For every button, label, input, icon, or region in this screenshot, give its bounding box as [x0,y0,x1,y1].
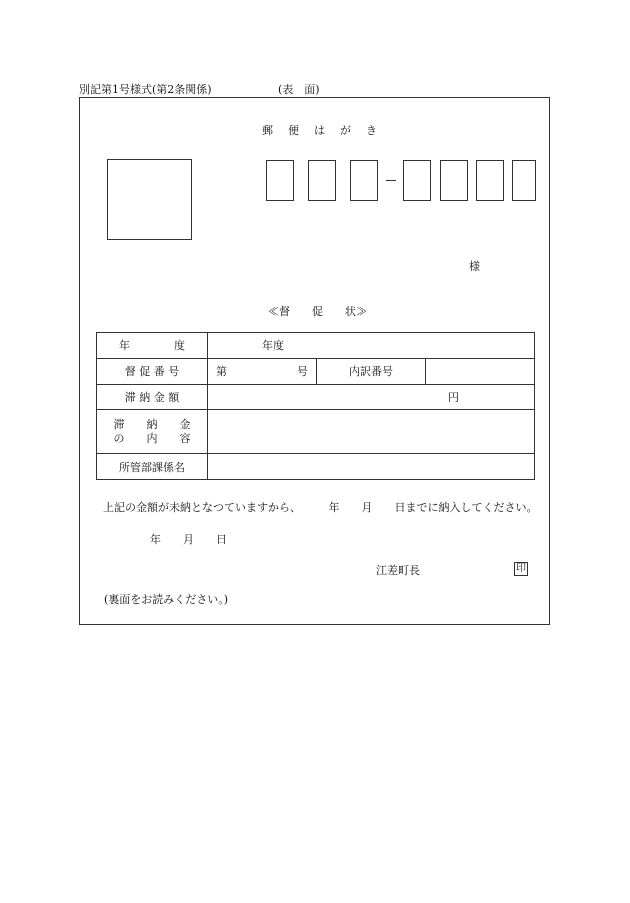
side-label: (表 面) [278,83,320,96]
table-row-dept [97,454,535,480]
footnote: (裏面をお読みください。) [104,593,229,606]
seal-mark: 印 [516,563,526,574]
amount-unit: 円 [448,390,459,404]
date-line: 年 月 日 [150,533,227,546]
stamp-area [107,159,192,240]
amount-value [208,384,535,410]
zip-digit-3 [350,160,378,201]
table-row-year [97,333,535,359]
content-label-line1: 滞 納 金 [113,417,191,431]
zip-digit-5 [440,160,468,201]
honorific: 様 [469,260,480,273]
number-label: 督 促 番 号 [97,358,208,384]
postcard-title: 郵 便 は が き [262,124,379,137]
amount-label: 滞 納 金 額 [97,384,208,410]
dept-value [208,454,535,480]
number-value [208,358,317,384]
table-row-content [97,410,535,454]
content-label-line2: の 内 容 [113,431,191,445]
year-label: 年 度 [97,333,208,359]
zip-dash [386,180,396,181]
table-row-number [97,358,535,384]
zip-digit-4 [403,160,431,201]
dept-label: 所管部課係名 [97,454,208,480]
form-number: 別記第1号様式(第2条関係) [79,83,212,96]
zip-digit-2 [308,160,336,201]
notice-title: ≪督 促 状≫ [268,305,367,318]
year-value-text: 年度 [262,339,284,353]
notice-table [96,332,535,480]
notice-text: 上記の金額が未納となつていますから、 年 月 日までに納入してください。 [103,501,538,514]
zip-digit-1 [266,160,294,201]
table-row-amount [97,384,535,410]
number-prefix: 第 [216,365,227,379]
sub-number-value [426,358,535,384]
year-value [208,333,535,359]
zip-digit-7 [512,160,536,201]
number-suffix: 号 [297,365,308,379]
sub-number-label: 内訳番号 [317,358,426,384]
content-value [208,410,535,454]
issuer: 江差町長 [376,564,420,577]
content-label [97,410,208,454]
zip-digit-6 [476,160,504,201]
